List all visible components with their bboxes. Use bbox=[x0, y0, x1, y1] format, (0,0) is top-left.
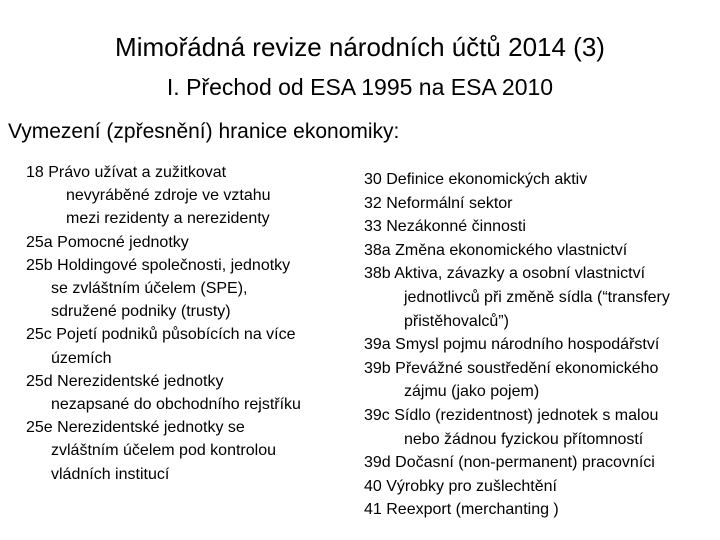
list-item bbox=[364, 215, 720, 239]
item-line: přistěhovalců”) bbox=[404, 312, 509, 330]
item-line: jednotlivců při změně sídla (“transfery bbox=[404, 288, 670, 306]
list-item bbox=[364, 262, 720, 333]
list-item bbox=[364, 239, 720, 263]
slide-subtitle: I. Přechod od ESA 1995 na ESA 2010 bbox=[166, 74, 554, 100]
list-item bbox=[364, 192, 720, 216]
item-line: 39c Sídlo (rezidentnost) jednotek s malou bbox=[364, 406, 659, 424]
item-line: 39a Smysl pojmu národního hospodářství bbox=[364, 336, 660, 354]
item-line: 38a Změna ekonomického vlastnictví bbox=[364, 241, 628, 259]
right-column bbox=[364, 168, 720, 522]
item-line: 25a Pomocné jednotky bbox=[26, 233, 189, 251]
item-line: 25b Holdingové společnosti, jednotky bbox=[26, 256, 291, 274]
item-line: vládních institucí bbox=[51, 465, 170, 483]
item-line: 25c Pojetí podniků působících na více bbox=[26, 326, 296, 344]
list-item bbox=[26, 370, 342, 416]
list-item bbox=[364, 357, 720, 404]
item-line: 32 Neformální sektor bbox=[364, 194, 513, 212]
list-item bbox=[26, 416, 342, 486]
list-item bbox=[26, 161, 342, 231]
left-column bbox=[26, 161, 342, 486]
section-heading: Vymezení (zpřesnění) hranice ekonomiky: bbox=[8, 120, 400, 143]
item-line: se zvláštním účelem (SPE), bbox=[51, 280, 248, 298]
item-line: zájmu (jako pojem) bbox=[404, 383, 540, 401]
item-line: 30 Definice ekonomických aktiv bbox=[364, 171, 588, 188]
item-line: nevyráběné zdroje ve vztahu bbox=[66, 187, 271, 205]
list-item bbox=[364, 404, 720, 451]
item-line: zvláštním účelem pod kontrolou bbox=[51, 442, 276, 460]
list-item bbox=[364, 475, 720, 499]
list-item bbox=[364, 333, 720, 357]
list-item bbox=[364, 168, 720, 192]
item-line: mezi rezidenty a nerezidenty bbox=[66, 210, 270, 228]
list-item bbox=[26, 254, 342, 324]
item-line: 39b Převážné soustředění ekonomického bbox=[364, 359, 659, 377]
list-item bbox=[364, 451, 720, 475]
item-line: územích bbox=[51, 349, 112, 367]
item-line: 18 Právo užívat a zužitkovat bbox=[26, 164, 227, 181]
slide-title: Mimořádná revize národních účtů 2014 (3) bbox=[115, 32, 605, 62]
item-line: sdružené podniky (trusty) bbox=[51, 303, 231, 321]
list-item bbox=[26, 231, 342, 254]
item-line: 25d Nerezidentské jednotky bbox=[26, 372, 224, 390]
item-line: 39d Dočasní (non-permanent) pracovníci bbox=[364, 454, 655, 472]
item-line: nezapsané do obchodního rejstříku bbox=[51, 396, 301, 414]
item-line: 40 Výrobky pro zušlechtění bbox=[364, 477, 557, 495]
item-line: 25e Nerezidentské jednotky se bbox=[26, 419, 245, 437]
item-line: 38b Aktiva, závazky a osobní vlastnictví bbox=[364, 265, 646, 283]
list-item bbox=[364, 498, 720, 522]
item-line: 33 Nezákonné činnosti bbox=[364, 218, 526, 236]
item-line: 41 Reexport (merchanting ) bbox=[364, 501, 559, 519]
list-item bbox=[26, 323, 342, 369]
item-line: nebo žádnou fyzickou přítomností bbox=[404, 430, 644, 448]
